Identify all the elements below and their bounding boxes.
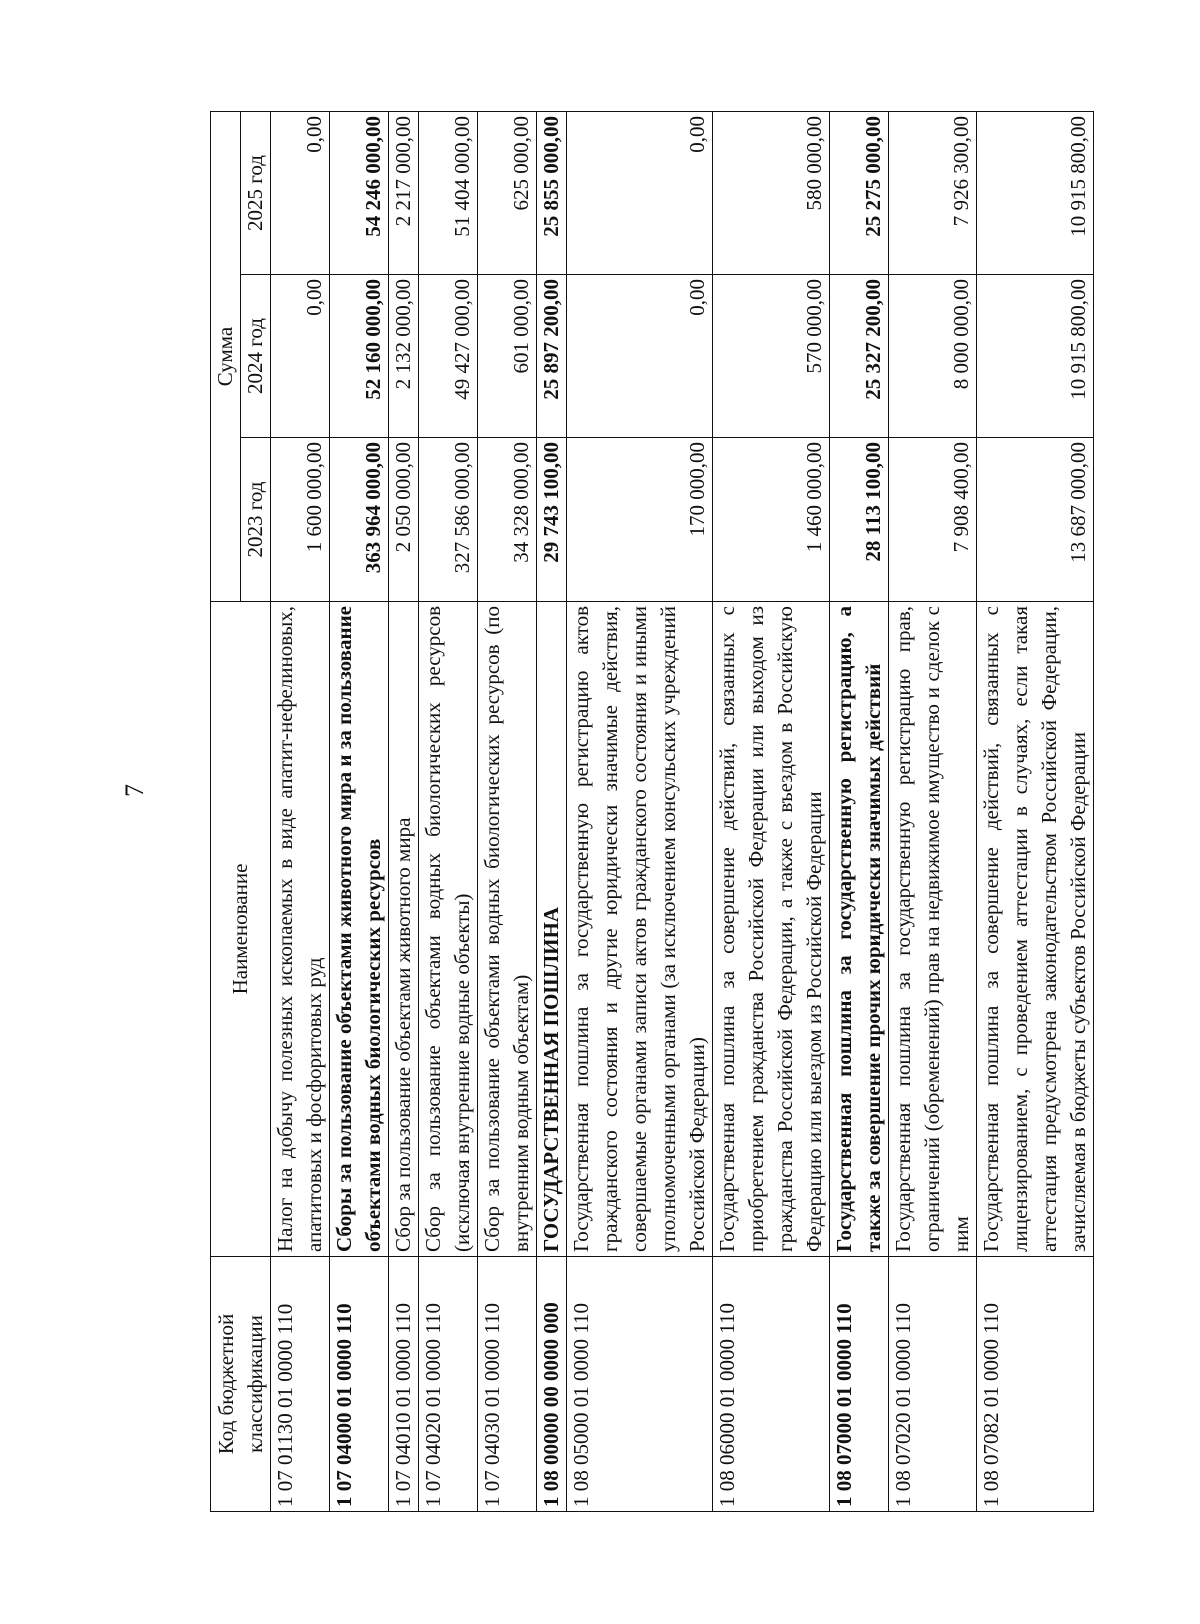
sum-2024-cell: 601 000,00	[478, 275, 537, 438]
sum-2025-cell: 2 217 000,00	[389, 111, 419, 274]
sum-2025-cell: 0,00	[271, 111, 330, 274]
sum-2025-cell: 0,00	[567, 111, 713, 274]
table-row	[271, 111, 330, 1511]
code-cell: 1 07 04010 01 0000 110	[389, 1257, 419, 1512]
code-cell: 1 07 04000 01 0000 110	[330, 1257, 389, 1512]
sum-2024-cell: 0,00	[271, 275, 330, 438]
sum-2023-cell: 1 460 000,00	[713, 438, 830, 602]
sum-2024-cell: 52 160 000,00	[330, 275, 389, 438]
sum-2023-cell: 34 328 000,00	[478, 438, 537, 602]
table-row	[713, 111, 830, 1511]
code-cell: 1 08 00000 00 0000 000	[537, 1257, 567, 1512]
header-sum: Сумма	[211, 111, 241, 601]
name-cell: Государственная пошлина за государственную регистрацию, а также за совершение прочих юридически значимых действий	[830, 602, 889, 1257]
header-row-1	[211, 111, 241, 1511]
sum-2023-cell: 2 050 000,00	[389, 438, 419, 602]
name-cell: Государственная пошлина за государственную регистрацию прав, ограничений (обременений) прав на недвижимое имущество и сделок с ним	[889, 602, 977, 1257]
sum-2025-cell: 10 915 800,00	[977, 111, 1094, 274]
code-cell: 1 07 01130 01 0000 110	[271, 1257, 330, 1512]
name-cell: Сбор за пользование объектами водных биологических ресурсов (исключая внутренние водные объекты)	[419, 602, 478, 1257]
name-cell: Государственная пошлина за государственную регистрацию актов гражданского состояния и другие юридически значимые действия, совершаемые органами записи актов гражданского состояния и иными уполномоченными органами (за исключением консульских учреждений Российской Федерации)	[567, 602, 713, 1257]
sum-2024-cell: 0,00	[567, 275, 713, 438]
name-cell: Государственная пошлина за совершение действий, связанных с лицензированием, с проведением аттестации в случаях, если такая аттестация предусмотрена законодательством Российской Федерации, зачисляемая в бюджеты субъектов Российской Федерации	[977, 602, 1094, 1257]
table-row	[537, 111, 567, 1511]
code-cell: 1 07 04020 01 0000 110	[419, 1257, 478, 1512]
header-year-2023: 2023 год	[241, 438, 271, 602]
name-cell: Государственная пошлина за совершение действий, связанных с приобретением гражданства Российской Федерации или выходом из гражданства Российской Федерации, а также с въездом в Российскую Федерацию или выездом из Российской Федерации	[713, 602, 830, 1257]
sum-2024-cell: 570 000,00	[713, 275, 830, 438]
table-row	[889, 111, 977, 1511]
sum-2024-cell: 49 427 000,00	[419, 275, 478, 438]
sum-2023-cell: 29 743 100,00	[537, 438, 567, 602]
sum-2025-cell: 51 404 000,00	[419, 111, 478, 274]
code-cell: 1 08 05000 01 0000 110	[567, 1257, 713, 1512]
sum-2025-cell: 25 275 000,00	[830, 111, 889, 274]
name-cell: Сборы за пользование объектами животного мира и за пользование объектами водных биологических ресурсов	[330, 602, 389, 1257]
table-row	[330, 111, 389, 1511]
page-number: 7	[120, 784, 149, 797]
sum-2024-cell: 10 915 800,00	[977, 275, 1094, 438]
name-cell: Сбор за пользование объектами животного мира	[389, 602, 419, 1257]
sum-2025-cell: 54 246 000,00	[330, 111, 389, 274]
name-cell: Налог на добычу полезных ископаемых в виде апатит-нефелиновых, апатитовых и фосфоритовых руд	[271, 602, 330, 1257]
budget-table-rotated	[210, 112, 1125, 1512]
table-row	[478, 111, 537, 1511]
sum-2023-cell: 1 600 000,00	[271, 438, 330, 602]
table-row	[830, 111, 889, 1511]
sum-2024-cell: 25 897 200,00	[537, 275, 567, 438]
sum-2023-cell: 327 586 000,00	[419, 438, 478, 602]
code-cell: 1 07 04030 01 0000 110	[478, 1257, 537, 1512]
sum-2025-cell: 7 926 300,00	[889, 111, 977, 274]
code-cell: 1 08 07020 01 0000 110	[889, 1257, 977, 1512]
sum-2025-cell: 625 000,00	[478, 111, 537, 274]
code-cell: 1 08 06000 01 0000 110	[713, 1257, 830, 1512]
name-cell: ГОСУДАРСТВЕННАЯ ПОШЛИНА	[537, 602, 567, 1257]
sum-2024-cell: 8 000 000,00	[889, 275, 977, 438]
sum-2023-cell: 7 908 400,00	[889, 438, 977, 602]
header-name: Наименование	[211, 602, 271, 1257]
table-body	[271, 111, 1094, 1511]
sum-2023-cell: 28 113 100,00	[830, 438, 889, 602]
sum-2023-cell: 363 964 000,00	[330, 438, 389, 602]
name-cell: Сбор за пользование объектами водных биологических ресурсов (по внутренним водным объектам)	[478, 602, 537, 1257]
budget-table	[210, 111, 1094, 1512]
table-row	[389, 111, 419, 1511]
table-row	[977, 111, 1094, 1511]
sum-2025-cell: 25 855 000,00	[537, 111, 567, 274]
sum-2024-cell: 25 327 200,00	[830, 275, 889, 438]
sum-2024-cell: 2 132 000,00	[389, 275, 419, 438]
table-row	[419, 111, 478, 1511]
sum-2023-cell: 13 687 000,00	[977, 438, 1094, 602]
sum-2025-cell: 580 000,00	[713, 111, 830, 274]
table-row	[567, 111, 713, 1511]
header-year-2025: 2025 год	[241, 111, 271, 274]
code-cell: 1 08 07000 01 0000 110	[830, 1257, 889, 1512]
header-code: Код бюджетной классификации	[211, 1257, 271, 1512]
code-cell: 1 08 07082 01 0000 110	[977, 1257, 1094, 1512]
header-year-2024: 2024 год	[241, 275, 271, 438]
sum-2023-cell: 170 000,00	[567, 438, 713, 602]
